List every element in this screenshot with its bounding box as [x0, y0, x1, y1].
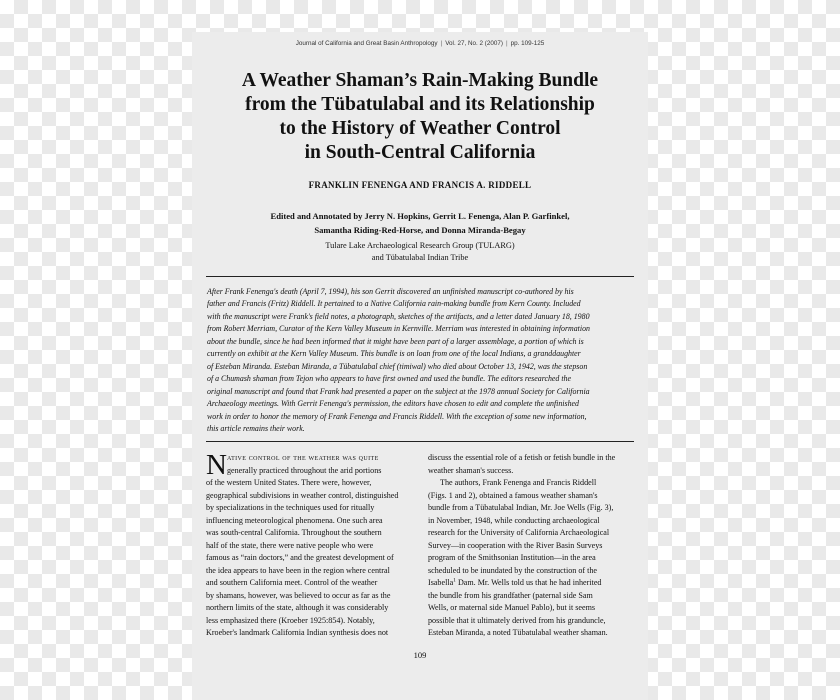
editors-line: Edited and Annotated by Jerry N. Hopkins, Gerrit L. Fenenga, Alan P. Garfinkel,	[270, 211, 570, 221]
abstract-line: work in order to honor the memory of Frank Fenenga and Francis Riddell. With the exception of some new information,	[207, 411, 587, 421]
abstract-line: with the manuscript were Frank's field notes, a photograph, sketches of the artifacts, and a letter dated January 18, 1980	[207, 311, 590, 321]
body-line: half of the state, there were native people who were	[206, 540, 374, 550]
body-line	[206, 452, 418, 465]
body-line: by specializations in the techniques used for ritually	[206, 503, 375, 512]
isabella-continuation: Dam. Mr. Wells told us that he had inherited	[455, 578, 602, 587]
body-line: Survey—in cooperation with the River Basin Surveys	[428, 540, 603, 550]
small-caps-opening: ative control of the weather was quite	[227, 453, 379, 462]
journal-volume: Vol. 27, No. 2 (2007)	[445, 40, 503, 47]
affiliation-line: Tulare Lake Archaeological Research Group (TULARG)	[325, 241, 515, 250]
journal-pages: pp. 109-125	[510, 40, 545, 47]
journal-header	[192, 40, 648, 47]
body-line: by shamans, however, was believed to occur as far as the	[206, 590, 391, 600]
abstract-line: this article remains their work.	[207, 423, 305, 433]
affiliation-line: and Tübatulabal Indian Tribe	[371, 253, 469, 262]
abstract-line: of a Chumash shaman from Tejon who appears to have first owned and used the bundle. The editors researched the	[207, 374, 571, 384]
body-line: famous as “rain doctors,” and the greatest development of	[206, 553, 394, 562]
body-line: geographical subdivisions in weather control, distinguished	[206, 490, 399, 500]
body-line: the idea appears to have been in the region where central	[206, 565, 390, 575]
body-line: less emphasized there (Kroeber 1925:854). Notably,	[206, 615, 375, 625]
body-line: Esteban Miranda, a noted Tübatulabal weather shaman.	[428, 628, 608, 637]
abstract	[207, 286, 635, 435]
footnote-marker[interactable]: 1	[453, 577, 456, 584]
journal-name: Journal of California and Great Basin Anthropology	[295, 40, 438, 47]
body-line: was south-central California. Throughout the southern	[206, 528, 382, 537]
title-line: A Weather Shaman’s Rain-Making Bundle	[241, 70, 599, 91]
abstract-line: original manuscript and found that Frank had presented a paper on the subject at the 1978 annual Society for California	[207, 386, 590, 396]
page-number: 109	[413, 650, 427, 660]
body-line: and southern California meet. Control of the weather	[206, 578, 378, 587]
abstract-line: of Esteban Miranda. Esteban Miranda, a Tübatulabal chief (timiwal) who died about October 13, 1942, was the stepson	[207, 361, 588, 371]
header-separator: |	[440, 40, 443, 47]
abstract-line: currently on exhibit at the Kern Valley Museum. This bundle is on loan from one of the local Indians, a granddaughter	[207, 349, 581, 359]
article-title	[202, 69, 638, 165]
isabella-text: Isabella	[428, 578, 454, 587]
body-line: scheduled to be inundated by the construction of the	[428, 565, 598, 575]
body-line: research for the University of California Archaeological	[428, 528, 610, 537]
body-line: Wells, or maternal side Manuel Pablo), but it seems	[428, 603, 596, 612]
editors-line: Samantha Riding-Red-Horse, and Donna Miranda-Begay	[314, 225, 526, 235]
abstract-line: father and Francis (Fritz) Riddell. It pertained to a Native California rain-making bundle from Kern County. Included	[207, 299, 581, 309]
body-line: bundle from a Tübatulabal Indian, Mr. Joe Wells (Fig. 3),	[428, 503, 614, 512]
body-column-left	[206, 449, 418, 640]
body-line: generally practiced throughout the arid portions	[227, 465, 382, 475]
body-line: the bundle from his grandfather (paternal side Sam	[428, 590, 593, 600]
header-separator: |	[505, 40, 508, 47]
body-line: of the western United States. There were, however,	[206, 478, 372, 487]
abstract-line: Archaeology meetings. With Gerrit Fenenga's permission, the editors have chosen to edit and complete the unfinished	[207, 399, 579, 409]
body-line: influencing meteorological phenomena. One such area	[206, 515, 383, 525]
abstract-bottom-rule	[206, 441, 634, 442]
body-line: weather shaman's success.	[428, 465, 514, 475]
body-line: discuss the essential role of a fetish or fetish bundle in the	[428, 453, 616, 462]
article-page	[192, 32, 648, 700]
title-line: to the History of Weather Control	[279, 118, 561, 139]
body-line: The authors, Frank Fenenga and Francis Riddell	[440, 478, 597, 487]
title-line: from the Tübatulabal and its Relationship	[245, 94, 595, 115]
abstract-line: After Frank Fenenga's death (April 7, 1994), his son Gerrit discovered an unfinished manuscript co-authored by his	[207, 287, 574, 296]
body-line	[428, 577, 640, 590]
abstract-line: from Robert Merriam, Curator of the Kern Valley Museum in Kernville. Merriam was interested in obtaining information	[207, 324, 590, 334]
abstract-top-rule	[206, 276, 634, 277]
title-line: in South-Central California	[304, 142, 536, 163]
body-line: in November, 1948, while conducting archaeological	[428, 515, 600, 525]
abstract-line: about the bundle, since he had been informed that it might have been part of a larger assemblage, a portion of which is	[207, 336, 584, 346]
article-authors: FRANKLIN FENENGA AND FRANCIS A. RIDDELL	[308, 180, 532, 190]
body-line: possible that it ultimately derived from his granduncle,	[428, 615, 606, 625]
drop-cap: N	[206, 449, 227, 481]
body-column-right	[428, 452, 640, 640]
body-line: Kroeber's landmark California Indian synthesis does not	[206, 628, 389, 637]
body-line: program of the Smithsonian Institution—in the area	[428, 553, 596, 562]
body-line: northern limits of the state, although it was considerably	[206, 603, 389, 612]
article-editors	[192, 209, 648, 237]
body-line: (Figs. 1 and 2), obtained a famous weather shaman's	[428, 490, 598, 500]
affiliation	[192, 240, 648, 264]
